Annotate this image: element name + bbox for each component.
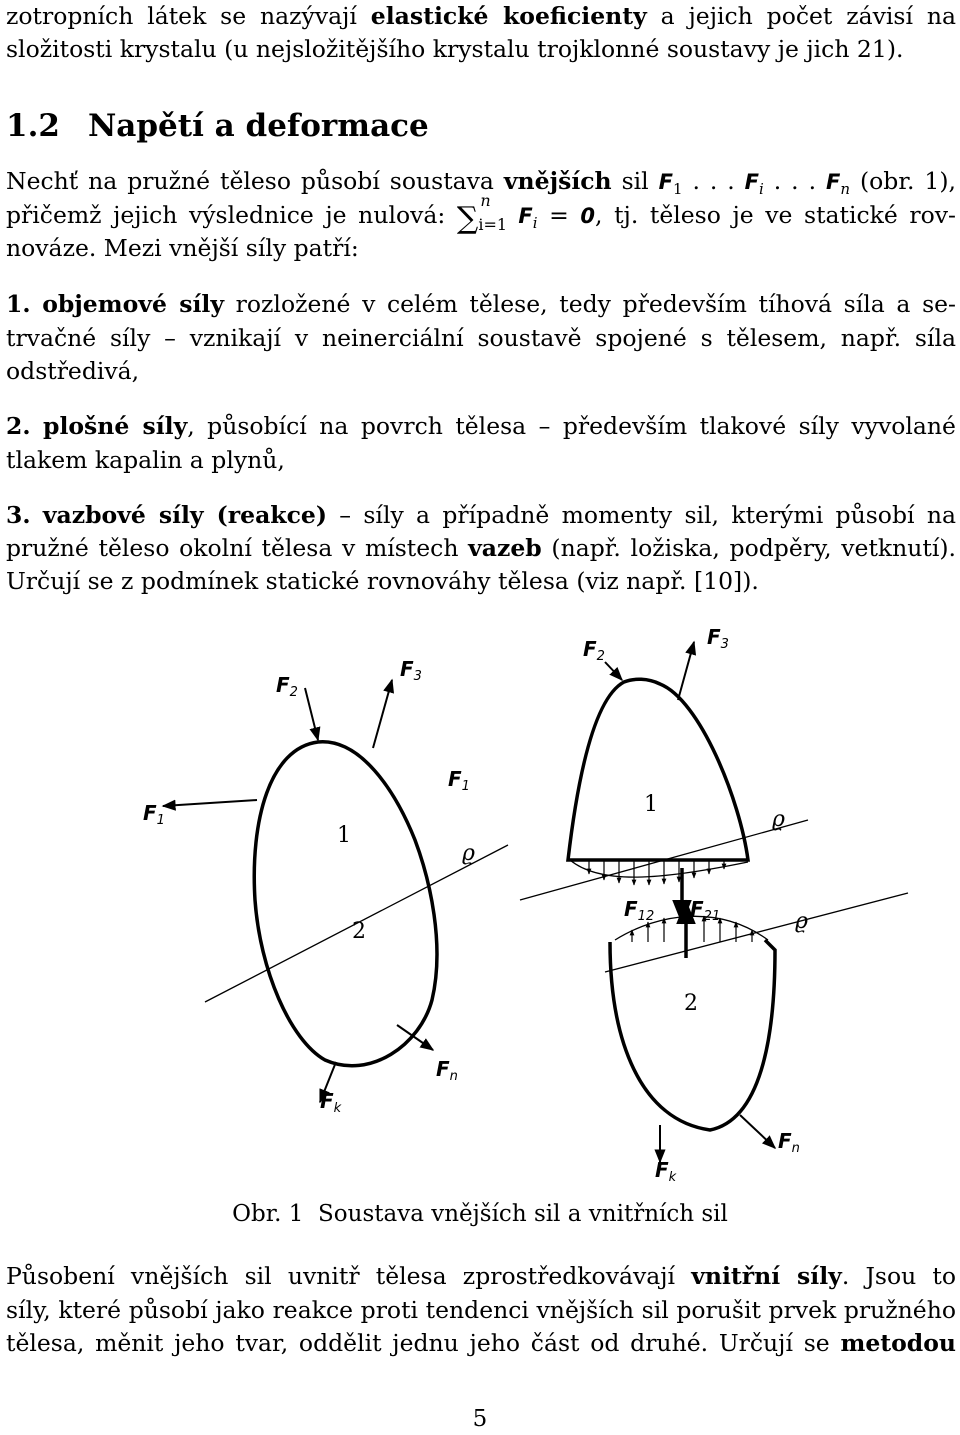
subscript: n (840, 180, 851, 198)
label-left-F2: $F_2$ (276, 673, 298, 700)
sum-symbol: ∑ (456, 201, 479, 236)
label-left-Fn: $F_n$ (436, 1057, 458, 1084)
text: (obr. 1), (850, 167, 956, 195)
text: , tj. těleso je ve statické rov- (595, 201, 956, 229)
force-symbol: F (518, 204, 533, 228)
item-number: 3. (6, 501, 31, 529)
text: . Jsou to (841, 1262, 956, 1290)
text: zotropních látek se nazývají (6, 2, 371, 30)
left-arrow-F3 (373, 680, 392, 748)
section-heading (6, 106, 429, 146)
label-left-part-1: 1 (337, 823, 351, 848)
term-method: metodou (840, 1329, 956, 1357)
subscript: 1 (672, 180, 683, 198)
label-right-part-2: 2 (684, 991, 698, 1016)
item3-line-2 (6, 532, 956, 564)
text: a jejich počet závisí na (646, 2, 956, 30)
page-number: 5 (472, 1406, 488, 1432)
term-reaction-forces: vazbové síly (reakce) (42, 501, 327, 529)
term-internal-forces: vnitřní síly (691, 1262, 842, 1290)
item3-line-3: Určují se z podmínek statické rovnováhy tělesa (viz např. [10]). (6, 567, 759, 595)
para1-line-3: nováze. Mezi vnější síly patří: (6, 234, 359, 262)
item-number: 2. (6, 412, 31, 440)
item3-line-1 (6, 499, 956, 531)
force-symbol: F (744, 170, 760, 194)
subscript: i (759, 180, 764, 198)
intro-line-1 (6, 0, 956, 32)
section-title: Napětí a deformace (87, 108, 429, 144)
sum-upper: n (480, 191, 491, 210)
sum-lower: i=1 (478, 215, 508, 234)
label-right-F12: $F_{12}$ (624, 897, 655, 924)
label-left-F3: $F_3$ (400, 657, 422, 684)
label-right-Fn: $F_n$ (778, 1129, 800, 1156)
force-symbol: F (658, 170, 673, 194)
force-system-figure (0, 620, 960, 1200)
item2-line-1 (6, 410, 956, 442)
dots: . . . (763, 167, 826, 195)
text: (např. ložiska, podpěry, vetknutí). (541, 534, 956, 562)
section-number: 1.2 (6, 108, 60, 144)
label-right-F1: $F_1$ (448, 767, 470, 794)
right-body-group (520, 642, 908, 1162)
item1-line-1 (6, 288, 956, 320)
term-external: vnějších (503, 167, 612, 195)
label-left-Fk: $F_k$ (320, 1089, 342, 1116)
label-right-F21: $F_{21}$ (690, 897, 721, 924)
right-arrow-F2 (605, 662, 622, 680)
subscript: i (532, 214, 538, 232)
force-symbol: F (826, 170, 841, 194)
text: – síly a případně momenty sil, kterými působí na (326, 501, 956, 529)
para2-line-1 (6, 1260, 956, 1292)
label-left-F1: $F_1$ (143, 801, 165, 828)
intro-line-2: složitosti krystalu (u nejsložitějšího krystalu trojklonné soustavy je jich 21). (6, 35, 904, 63)
term-volume-forces: objemové síly (42, 290, 225, 318)
right-arrow-F3 (678, 642, 694, 700)
left-arrow-F2 (305, 688, 318, 740)
dots: . . . (682, 167, 745, 195)
term-bonds: vazeb (468, 534, 542, 562)
label-right-F2: $F_2$ (583, 637, 605, 664)
text: Působení vnějších sil uvnitř tělesa zprostředkovávají (6, 1262, 692, 1290)
item2-line-2: tlakem kapalin a plynů, (6, 446, 285, 474)
item-number: 1. (6, 290, 31, 318)
item1-line-3: odstředivá, (6, 357, 140, 385)
text: , působící na povrch tělesa – především tlakové síly vyvolané (187, 412, 956, 440)
label-right-part-1: 1 (644, 792, 658, 817)
label-right-rho-2: ϱ (795, 909, 808, 934)
label-right-Fk: $F_k$ (655, 1158, 677, 1185)
right-arrow-Fn (740, 1115, 775, 1148)
left-body-outline (254, 742, 437, 1066)
term-elastic-coefficients: elastické koeficienty (370, 2, 647, 30)
upper-pressure-envelope (570, 860, 748, 877)
zero-vector: 0 (580, 204, 596, 228)
upper-distributed-forces (589, 860, 724, 885)
text: přičemž jejich výslednice je nulová: (6, 201, 457, 229)
label-right-F3: $F_3$ (707, 625, 729, 652)
text: tělesa, měnit jeho tvar, oddělit jednu jeho část od druhé. Určují se (6, 1329, 841, 1357)
item1-line-2: trvačné síly – vznikají v neinerciální soustavě spojené s tělesem, např. síla (6, 324, 956, 352)
equals: = (537, 201, 581, 229)
right-upper-part (568, 679, 748, 860)
text: rozložené v celém tělese, tedy především tíhová síla a se- (224, 290, 956, 318)
term-surface-forces: plošné síly (43, 412, 188, 440)
para2-line-2: síly, které působí jako reakce proti tendenci vnějších sil porušit prvek pružného (6, 1296, 956, 1324)
left-body-group (163, 680, 508, 1102)
para2-line-3 (6, 1327, 956, 1359)
figure-caption: Obr. 1 Soustava vnějších sil a vnitřních sil (232, 1201, 728, 1227)
left-arrow-F1 (163, 800, 257, 806)
text: pružné těleso okolní tělesa v místech (6, 534, 469, 562)
sum-limits (478, 191, 518, 234)
text: Nechť na pružné těleso působí soustava (6, 167, 504, 195)
label-right-rho-1: ϱ (772, 807, 785, 832)
label-left-part-2: 2 (352, 919, 366, 944)
right-lower-part (610, 940, 775, 1130)
label-left-rho: ϱ (462, 841, 475, 866)
text: sil (611, 167, 659, 195)
